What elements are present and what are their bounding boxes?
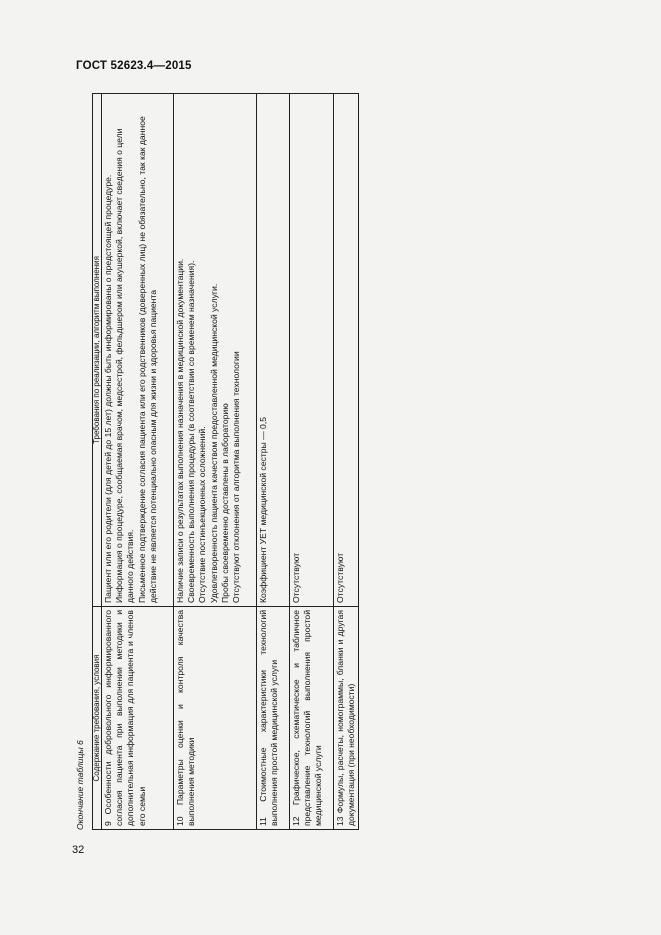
condition-cell: 13 Формулы, расчеты, номограммы, бланки и другая документация (при необходимости)	[334, 607, 359, 830]
page-number: 32	[72, 844, 85, 856]
condition-cell: 9 Особенности добровольного информированного согласия пациента при выполнении методики и дополнительная информация для пациента и членов его семьи	[102, 607, 174, 830]
requirement-line: Коэффициент УЕТ медицинской сестры — 0,5	[258, 417, 268, 603]
table-row	[290, 94, 334, 830]
requirements-cell	[174, 94, 257, 607]
requirement-line: Информация о процедуре, сообщаемая врачом, медсестрой, фельдшером или акушеркой, включает сведения о цели данного действия.	[114, 128, 136, 603]
table-caption: Окончание таблицы 6	[75, 740, 85, 830]
requirements-cell	[290, 94, 334, 607]
requirement-line: Наличие записи о результатах выполнения назначения в медицинской документации.	[175, 258, 185, 603]
table-row	[174, 94, 257, 830]
requirement-line: Отсутствие постинъекционных осложнений.	[197, 426, 208, 603]
requirement-line: Отсутствуют	[291, 552, 301, 603]
table-row	[334, 94, 359, 830]
requirements-cell	[102, 94, 174, 607]
requirement-line: Пробы своевременно доставлены в лабораторию	[219, 403, 230, 603]
requirements-cell	[334, 94, 359, 607]
document-header: ГОСТ 52623.4—2015	[76, 60, 192, 72]
requirement-line: Отсутствуют	[335, 552, 345, 603]
table-header-row	[93, 94, 102, 830]
requirement-line: Удовлетворенность пациента качеством предоставленной медицинской услуги.	[208, 283, 219, 603]
table-row	[257, 94, 290, 830]
condition-cell: 12 Графическое, схематическое и табличное представление технологий выполнения простой медицинской услуги	[290, 607, 334, 830]
requirement-line: Пациент или его родители (для детей до 15 лет) должны быть информированы о предстоящей процедуре.	[103, 174, 113, 603]
condition-cell: 11 Стоимостные характеристики технологий выполнения простой медицинской услуги	[257, 607, 290, 830]
column-header-condition: Содержание требования, условия	[93, 607, 102, 830]
table-row	[102, 94, 174, 830]
column-header-requirements: Требования по реализации, алгоритм выполнения	[93, 94, 102, 607]
condition-cell: 10 Параметры оценки и контроля качества выполнения методики	[174, 607, 257, 830]
requirements-table	[92, 93, 359, 830]
requirement-line: Отсутствуют отклонения от алгоритма выполнения технологии	[231, 351, 242, 603]
requirements-cell	[257, 94, 290, 607]
requirement-line: Своевременность выполнения процедуры (в соответствии со временем назначения).	[186, 260, 197, 603]
requirement-line: Письменное подтверждение согласия пациента или его родственников (доверенных лиц) не обязательно, так как данное действие не является потенциально опасным для жизни и здоровья пациента	[136, 116, 158, 603]
rotated-table-block	[75, 93, 357, 830]
